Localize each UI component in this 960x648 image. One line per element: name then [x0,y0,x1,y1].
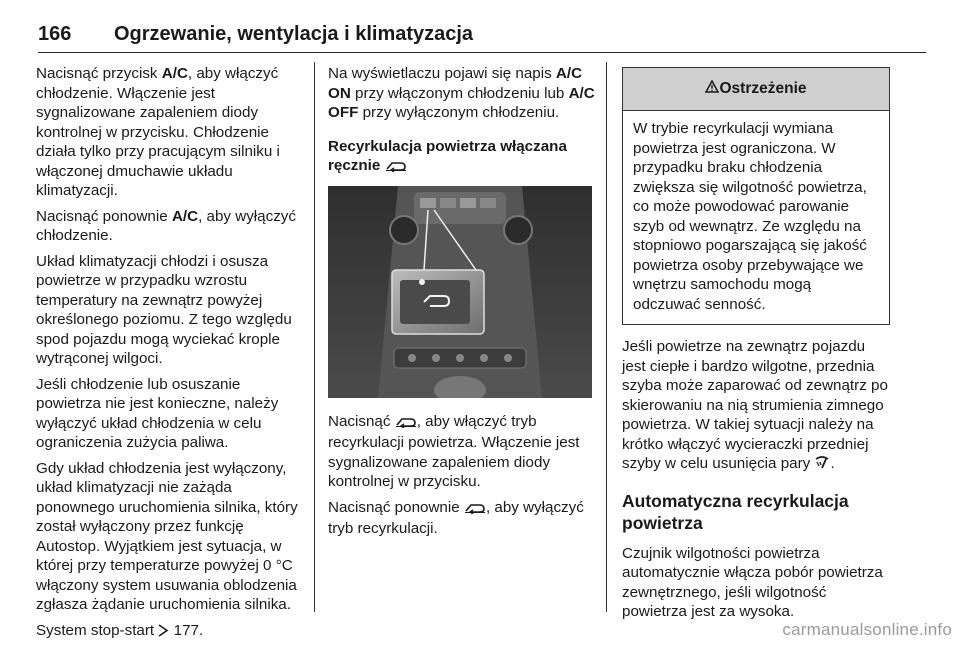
recirculation-icon [464,500,486,520]
paragraph [328,498,596,539]
paragraph [328,64,596,123]
paragraph [622,337,890,476]
subheading [328,137,596,178]
warning-header [623,68,889,111]
column-left [36,64,300,648]
paragraph [328,412,596,492]
text: , aby włączyć tryb recyrkulacji powietrza. Włączenie jest sygnalizowane zapaleniem diody kontrolnej w przycisku. [328,412,580,490]
wiper-icon [814,456,830,476]
reference-arrow-icon [158,623,169,643]
ac-key-label: A/C [171,207,199,225]
text: Nacisnąć [328,412,395,430]
warning-text: W trybie recyrkulacji wymiana powietrza jest ograniczona. W przypadku braku chłodzenia zwiększa się wilgotność powietrza, co może powodować parowanie szyb od wewnątrz. Ze względu na stopniowo pogarszającą się jakość powietrza osoby przebywające we wnętrzu samochodu mogą odczuwać senność. [633,120,867,313]
warning-box [622,67,890,325]
recirculation-icon [395,414,417,434]
text: Nacisnąć ponownie [328,498,464,516]
text: , aby włączyć chłodzenie. Włączenie jest sygnalizowane zapaleniem diody kontrolnej w przycisku. Chłodzenie działa tylko przy pracującym silniku i włączonej dmuchawie układu klimatyzacji. [36,65,280,199]
subheading-text: Recyrkulacja powietrza włączana ręcznie [328,137,567,174]
page-number: 166 [38,23,72,45]
paragraph: Układ klimatyzacji chłodzi i osusza powietrze w przypadku wzrostu temperatury na zewnątrz powyżej określonego poziomu. Z tego względu spod pojazdu mogą wyciekać krople wytrąconej wilgoci. [36,252,292,367]
text: Na wyświetlaczu pojawi się napis [328,65,556,82]
text: , aby wyłączyć tryb recyrkulacji. [328,498,584,537]
section-heading: Automatyczna recyrkulacja powietrza [622,490,849,533]
text: Nacisnąć ponownie [36,207,172,225]
paragraph [36,621,300,643]
text: przy włączonym chłodzeniu lub [350,84,569,102]
page-header [38,20,926,53]
paragraph [36,64,300,201]
text: , aby wyłączyć chłodzenie. [36,207,296,244]
paragraph: Jeśli chłodzenie lub osuszanie powietrza nie jest konieczne, należy wyłączyć układ chłodzenia w celu ograniczenia zużycia paliwa. [36,375,279,451]
warning-title: Ostrzeżenie [719,80,807,98]
column-divider [314,62,315,612]
ac-on-label: A/C ON [328,65,583,102]
recirculation-button-photo [328,186,592,398]
column-middle [328,64,596,545]
text: System stop-start [36,621,159,639]
warning-triangle-icon [705,79,719,99]
paragraph: Czujnik wilgotności powietrza automatycznie włącza pobór powietrza zewnętrznego, jeśli wilgotność powietrza jest za wysoka. [622,544,883,620]
chapter-title: Ogrzewanie, wentylacja i klimatyzacja [114,23,474,45]
ac-off-label: A/C OFF [328,84,595,121]
text: Jeśli powietrze na zewnątrz pojazdu jest ciepłe i bardzo wilgotne, przednia szyba może zaparować od zewnątrz po skierowaniu na nią strumienia zimnego powietrza. W takiej sytuacji należy na krótko włączyć wycieraczki przedniej szyby w celu usunięcia pary [622,338,888,472]
text: . [830,455,835,472]
ac-key-label: A/C [161,65,188,82]
page-reference-link[interactable]: 177. [173,621,204,639]
column-divider [606,62,607,612]
text: Nacisnąć przycisk [36,65,162,82]
recirculation-icon [385,158,407,178]
paragraph: Gdy układ chłodzenia jest wyłączony, układ klimatyzacji nie zażąda ponownego uruchomienia silnika, który został wyłączony przez funkcję Autostop. Wyjątkiem jest sytuacja, w której przy temperaturze powyżej 0 °C włączony system usuwania oblodzenia zgłasza żądanie uruchomienia silnika. [36,459,298,613]
watermark: carmanualsonline.info [782,620,952,639]
text: przy wyłączonym chłodzeniu. [358,104,560,121]
paragraph [36,207,300,246]
column-right [622,64,890,628]
